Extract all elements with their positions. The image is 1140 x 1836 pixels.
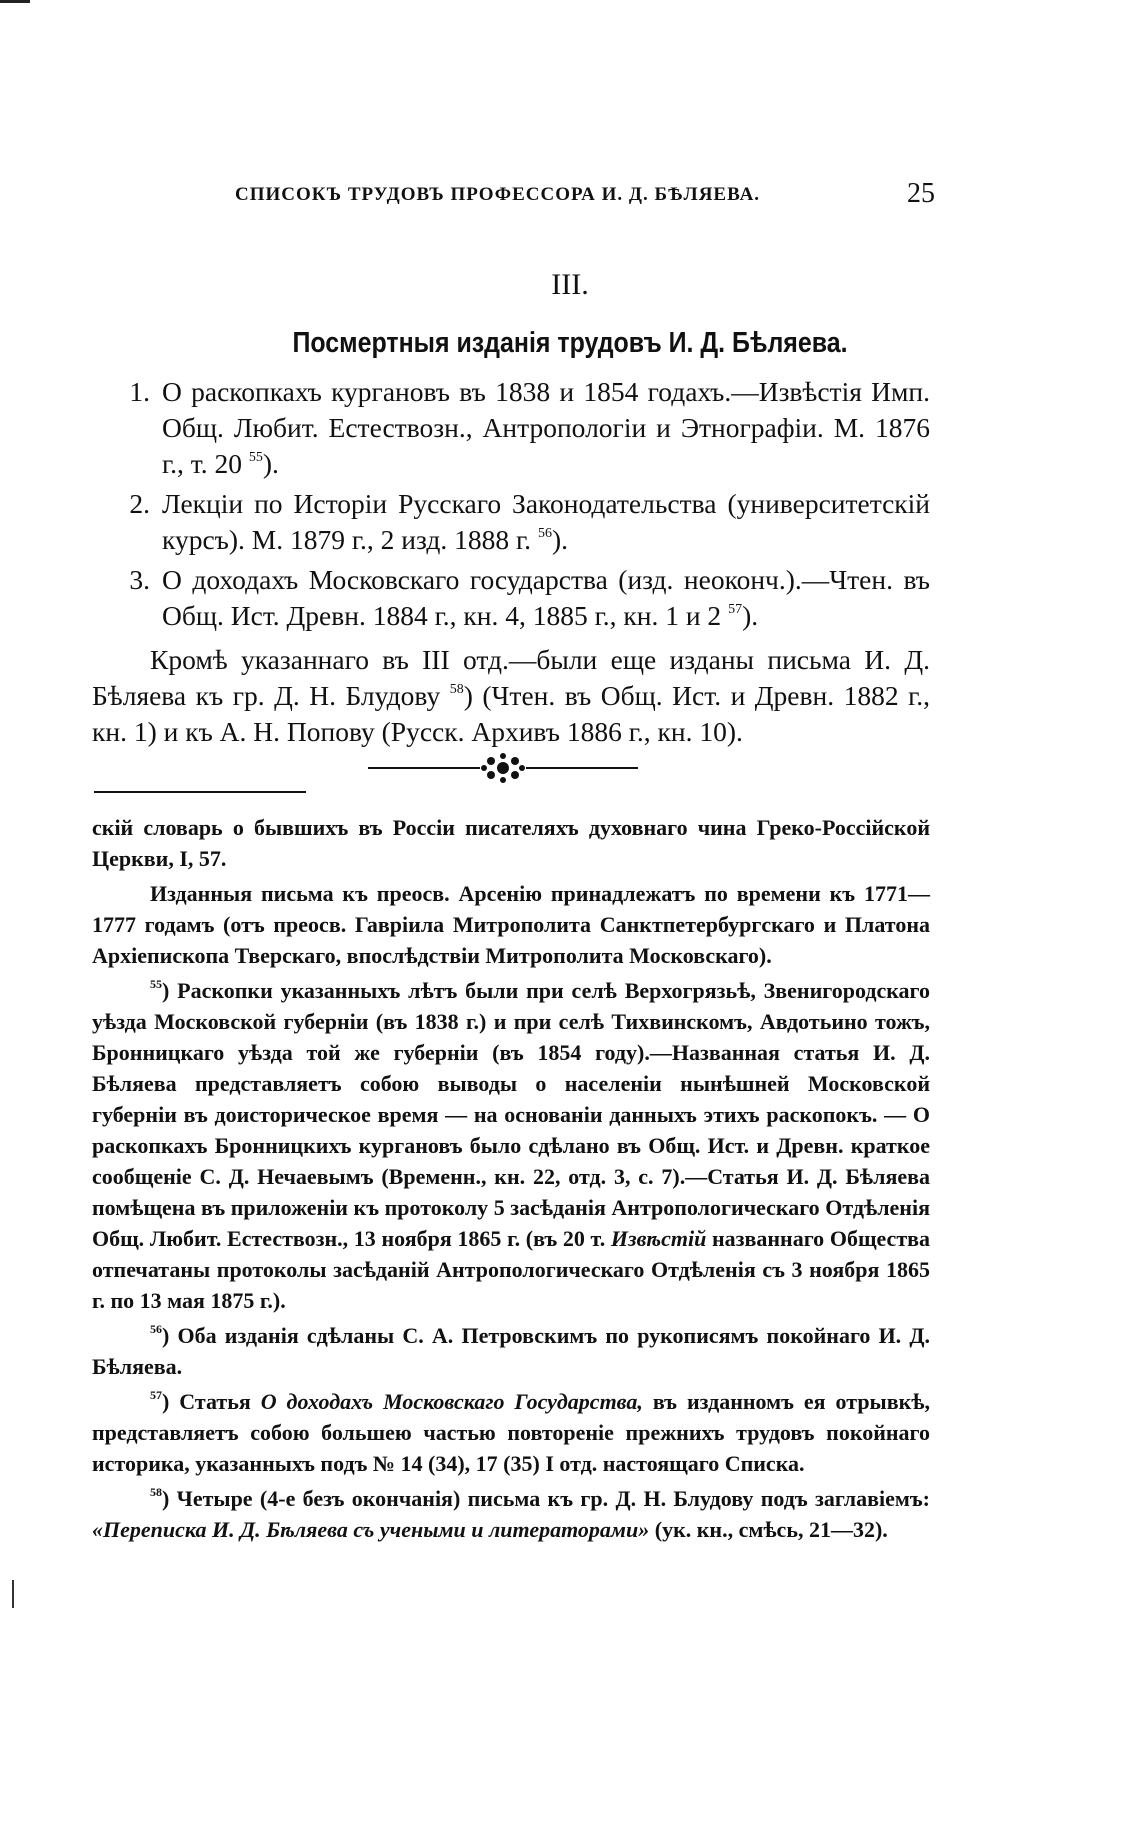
entry-body: Лекціи по Исторіи Русскаго Законодательства (университетскій курсъ). М. 1879 г., 2 изд. 1888 г. bbox=[162, 488, 930, 555]
footnote-text: ) Статья bbox=[162, 1389, 251, 1414]
footnote-italic: Извѣстій bbox=[610, 1226, 707, 1251]
footnote-paragraph: Изданныя письма къ преосв. Арсенію принадлежатъ по времени къ 1771—1777 годамъ (отъ преосв. Гавріила Митрополита Санктпетербургскаго и Платона Архіепископа Тверскаго, впослѣдствіи Митрополита Московскаго). bbox=[92, 881, 930, 968]
entry-body: О доходахъ Московскаго государства (изд. неоконч.).—Чтен. въ Общ. Ист. Древн. 1884 г., кн. 4, 1885 г., кн. 1 и 2 bbox=[162, 564, 930, 631]
footnote-ref: 56 bbox=[537, 526, 552, 541]
footnote-italic: О доходахъ Московскаго Государства, bbox=[260, 1389, 643, 1414]
entry-number: 1. bbox=[129, 376, 150, 407]
paragraph-text: Кромѣ указаннаго въ III отд.—были еще изданы письма И. Д. Бѣляева къ гр. Д. Н. Блудову bbox=[92, 644, 930, 711]
footnote-number: 55 bbox=[150, 977, 162, 991]
section-title: Посмертныя изданія трудовъ И. Д. Бѣляева. bbox=[292, 327, 848, 359]
footnotes bbox=[92, 812, 930, 1545]
ornament-divider bbox=[368, 752, 638, 784]
footnote-continuation: скій словарь о бывшихъ въ Россіи писателяхъ духовнаго чина Греко-Россійской Церкви, I, 57. bbox=[92, 815, 930, 871]
footnote-57 bbox=[92, 1386, 930, 1479]
footnote-55 bbox=[92, 975, 930, 1316]
entry-number: 2. bbox=[129, 488, 150, 519]
running-head: СПИСОКЪ ТРУДОВЪ ПРОФЕССОРА И. Д. БѢЛЯЕВА. bbox=[235, 184, 761, 205]
footnote-italic: «Переписка И. Д. Бѣляева съ учеными и литераторами» bbox=[92, 1517, 650, 1542]
footnote-text: ) Оба изданія сдѣланы С. А. Петровскимъ по рукописямъ покойнаго И. Д. Бѣляева. bbox=[92, 1323, 930, 1379]
footnote-text: ) Четыре (4-е безъ окончанія) письма къ гр. Д. Н. Блудову подъ заглавіемъ: bbox=[162, 1486, 930, 1511]
list-item bbox=[92, 562, 930, 634]
entry-tail: ). bbox=[262, 448, 279, 479]
footnote-separator bbox=[94, 791, 306, 793]
entry-number: 3. bbox=[129, 564, 150, 595]
page-header bbox=[235, 178, 935, 214]
entry-tail: ). bbox=[551, 524, 568, 555]
section-number: III. bbox=[551, 268, 589, 301]
footnote-text: ) Раскопки указанныхъ лѣтъ были при селѣ Верхогрязьѣ, Звенигородскаго уѣзда Московской губерніи (въ 1838 г.) и при селѣ Тихвинскомъ, Авдотьино тожъ, Бронницкаго уѣзда той же губерніи (въ 1854 году).—Названная статья И. Д. Бѣляева представляетъ собою выводы о населеніи нынѣшней Московской губерніи въ доисторическое время — на основаніи данныхъ этихъ раскопокъ. — О раскопкахъ Бронницкихъ кургановъ было сдѣлано въ Общ. Ист. и Древн. краткое сообщеніе С. Д. Нечаевымъ (Временн., кн. 22, отд. 3, с. 7).—Статья И. Д. Бѣляева помѣщена въ приложеніи къ протоколу 5 засѣданія Антропологическаго Отдѣленія Общ. Любит. Естествозн., 13 ноября 1865 г. (въ 20 т. bbox=[92, 978, 930, 1251]
page-number: 25 bbox=[907, 178, 935, 209]
scan-edge-mark bbox=[0, 0, 30, 3]
paragraph-text: ) (Чтен. въ Общ. Ист. и Древн. 1882 г., кн. 1) и къ А. Н. Попову (Русск. Архивъ 1886 г., кн. 10). bbox=[92, 680, 931, 747]
footnote-text: въ изданномъ ея отрывкѣ, представляетъ собою большею частью повтореніе прежнихъ трудовъ покойнаго историка, указанныхъ подъ № 14 (34), 17 (35) I отд. настоящаго Списка. bbox=[92, 1389, 930, 1476]
list-item bbox=[92, 374, 930, 482]
list-item bbox=[92, 486, 930, 558]
main-text bbox=[92, 374, 930, 750]
footnote-58 bbox=[92, 1483, 930, 1545]
entry-text bbox=[162, 374, 930, 482]
entry-text bbox=[162, 562, 930, 634]
footnote-ref: 58 bbox=[449, 682, 464, 697]
footnote-56 bbox=[92, 1320, 930, 1382]
footnote-ref: 57 bbox=[728, 602, 743, 617]
footnote-text: названнаго Общества отпечатаны протоколы засѣданій Антропологическаго Отдѣленія съ 3 ноября 1865 г. по 13 мая 1875 г.). bbox=[92, 1226, 931, 1313]
footnote-text: (ук. кн., смѣсь, 21—32). bbox=[654, 1517, 888, 1542]
entry-tail: ). bbox=[742, 600, 759, 631]
footnote-number: 56 bbox=[150, 1322, 162, 1336]
closing-paragraph bbox=[92, 642, 930, 750]
footnote-ref: 55 bbox=[248, 450, 263, 465]
entry-text bbox=[162, 486, 930, 558]
entry-body: О раскопкахъ кургановъ въ 1838 и 1854 годахъ.—Извѣстія Имп. Общ. Любит. Естествозн., Антропологіи и Этнографіи. М. 1876 г., т. 20 bbox=[162, 376, 930, 479]
footnote-number: 57 bbox=[150, 1388, 162, 1402]
scan-margin-mark bbox=[12, 1580, 14, 1608]
footnote-number: 58 bbox=[150, 1485, 162, 1499]
